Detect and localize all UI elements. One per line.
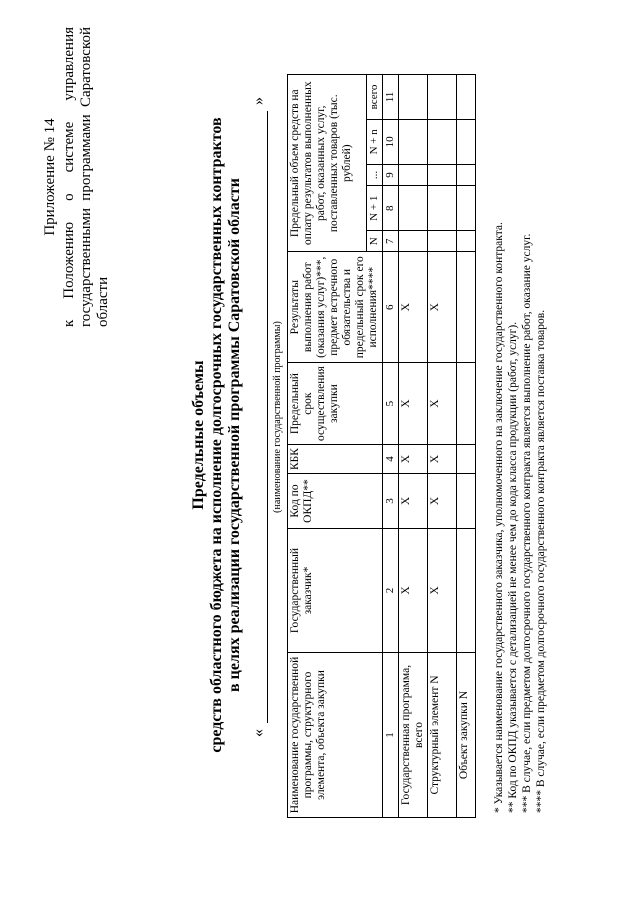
footnote-1: * Указывается наименование государственного заказчика, уполномоченного на заключение государственного контракта. bbox=[493, 222, 505, 813]
col-num: 10 bbox=[383, 119, 399, 164]
cell-results bbox=[457, 252, 476, 363]
cell-nn bbox=[457, 119, 476, 164]
limits-table bbox=[287, 74, 476, 818]
table-row bbox=[399, 75, 428, 818]
cell-okpd: Х bbox=[428, 474, 457, 529]
cell-total bbox=[428, 75, 457, 120]
cell-ellipsis bbox=[428, 164, 457, 185]
cell-deadline bbox=[457, 363, 476, 445]
subheader-total: всего bbox=[367, 75, 383, 120]
col-num: 8 bbox=[383, 186, 399, 231]
subheader-n1: N + 1 bbox=[367, 186, 383, 231]
program-name-underline bbox=[267, 111, 268, 723]
col-num: 3 bbox=[383, 474, 399, 529]
open-quote: « bbox=[250, 729, 267, 737]
cell-n1 bbox=[399, 186, 428, 231]
program-name-line bbox=[250, 97, 271, 737]
cell-ellipsis bbox=[457, 164, 476, 185]
cell-kbk: Х bbox=[428, 445, 457, 474]
header-results: Результаты выполнения работ (оказания услуг)***, предмет встречного обязательства и предельный срок его исполнения**** bbox=[288, 252, 383, 363]
title-line-1: Предельные объемы bbox=[190, 360, 207, 510]
document-title bbox=[190, 25, 244, 845]
table-row bbox=[428, 75, 457, 818]
col-num: 6 bbox=[383, 252, 399, 363]
cell-total bbox=[399, 75, 428, 120]
subheader-ellipsis: ... bbox=[367, 164, 383, 185]
subheader-nn: N + n bbox=[367, 119, 383, 164]
cell-n1 bbox=[428, 186, 457, 231]
cell-n bbox=[457, 231, 476, 252]
header-customer: Государственный заказчик* bbox=[288, 529, 383, 653]
header-okpd: Код по ОКПД** bbox=[288, 474, 383, 529]
cell-okpd bbox=[457, 474, 476, 529]
footnote-3: *** В случае, если предметом долгосрочного государственного контракта является выполнение работ, оказание услуг. bbox=[521, 233, 533, 813]
table-row bbox=[457, 75, 476, 818]
close-quote: » bbox=[250, 97, 267, 105]
appendix-text: к Положению о системе управления государственными программами Саратовской области bbox=[61, 27, 111, 327]
col-num: 9 bbox=[383, 164, 399, 185]
row-label: Объект закупки N bbox=[457, 653, 476, 818]
cell-kbk: Х bbox=[399, 445, 428, 474]
footnote-4: **** В случае, если предметом долгосрочного государственного контракта является поставка товаров. bbox=[535, 309, 547, 813]
footnote-2: ** Код по ОКПД указывается с детализацией не менее чем до кода класса продукции (работ, услуг). bbox=[507, 321, 519, 813]
row-label: Структурный элемент N bbox=[428, 653, 457, 818]
row-label: Государственная программа, всего bbox=[399, 653, 428, 818]
header-object: Наименование государственной программы, структурного элемента, объекта закупки bbox=[288, 653, 383, 818]
cell-total bbox=[457, 75, 476, 120]
cell-deadline: Х bbox=[428, 363, 457, 445]
cell-results: Х bbox=[399, 252, 428, 363]
column-number-row bbox=[383, 75, 399, 818]
header-funding: Предельный объем средств на оплату результатов выполненных работ, оказанных услуг, поставленных товаров (тыс. рублей) bbox=[288, 75, 367, 252]
cell-nn bbox=[428, 119, 457, 164]
col-num: 1 bbox=[383, 653, 399, 818]
header-deadline: Предельный срок осуществления закупки bbox=[288, 363, 383, 445]
cell-deadline: Х bbox=[399, 363, 428, 445]
title-line-2: средств областного бюджета на исполнение долгосрочных государственных контрактов bbox=[208, 117, 225, 753]
footnotes bbox=[492, 13, 548, 813]
cell-customer bbox=[457, 529, 476, 653]
col-num: 4 bbox=[383, 445, 399, 474]
appendix-block bbox=[42, 27, 112, 327]
cell-kbk bbox=[457, 445, 476, 474]
header-row bbox=[288, 75, 367, 818]
appendix-number: Приложение № 14 bbox=[42, 118, 58, 236]
cell-n bbox=[399, 231, 428, 252]
cell-customer: Х bbox=[428, 529, 457, 653]
cell-okpd: Х bbox=[399, 474, 428, 529]
col-num: 11 bbox=[383, 75, 399, 120]
cell-n1 bbox=[457, 186, 476, 231]
col-num: 7 bbox=[383, 231, 399, 252]
cell-customer: Х bbox=[399, 529, 428, 653]
col-num: 5 bbox=[383, 363, 399, 445]
program-name-caption: (наименование государственной программы) bbox=[272, 321, 283, 513]
cell-ellipsis bbox=[399, 164, 428, 185]
cell-nn bbox=[399, 119, 428, 164]
header-kbk: КБК bbox=[288, 445, 383, 474]
title-line-3: в целях реализации государственной программы Саратовской области bbox=[226, 178, 243, 692]
col-num: 2 bbox=[383, 529, 399, 653]
cell-n bbox=[428, 231, 457, 252]
subheader-n: N bbox=[367, 231, 383, 252]
cell-results: Х bbox=[428, 252, 457, 363]
